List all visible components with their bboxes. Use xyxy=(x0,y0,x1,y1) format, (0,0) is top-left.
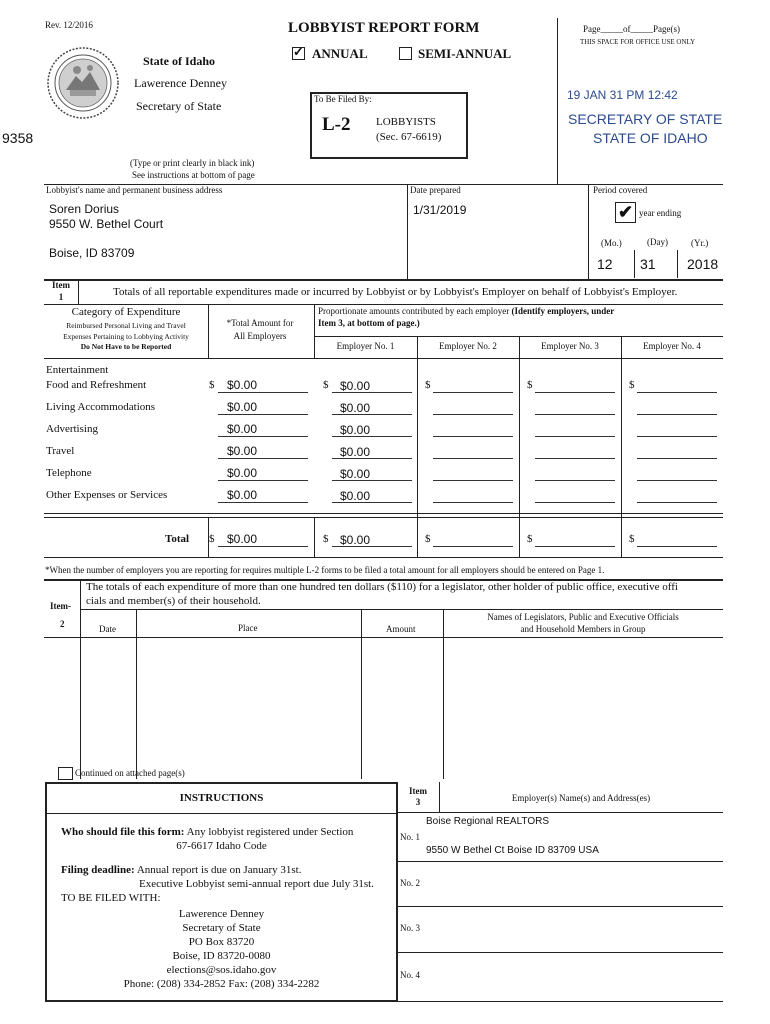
annual-label: ANNUAL xyxy=(312,46,368,61)
month-label: (Mo.) xyxy=(601,238,622,248)
item3-header: Employer(s) Name(s) and Address(es) xyxy=(511,793,651,803)
year-ending-checkbox[interactable] xyxy=(615,202,636,223)
official-name: Lawerence Denney xyxy=(134,76,227,90)
currency-symbol: $ xyxy=(323,379,329,391)
address-line-3: PO Box 83720 xyxy=(188,936,255,948)
form-code: L-2 xyxy=(322,114,351,135)
row-label-living: Living Accommodations xyxy=(46,401,156,413)
expenditure-field-row1-col4[interactable] xyxy=(535,378,615,393)
expenditure-field-row4-col3[interactable] xyxy=(433,444,513,459)
filed-by-label: To Be Filed By: xyxy=(314,94,372,104)
date-prepared-value[interactable]: 1/31/2019 xyxy=(413,203,467,217)
total-emp3-field[interactable] xyxy=(535,532,615,547)
office-use-label: THIS SPACE FOR OFFICE USE ONLY xyxy=(580,38,696,46)
item3-box xyxy=(396,782,723,1002)
item3-label: Item xyxy=(409,786,427,796)
row-total-value: $0.00 xyxy=(227,400,258,414)
employer-no-4-label: No. 4 xyxy=(400,970,420,980)
row-emp1-value: $0.00 xyxy=(340,401,371,415)
lobbyist-address-label: Lobbyist's name and permanent business address xyxy=(46,185,223,195)
year-ending-label: year ending xyxy=(639,208,682,218)
row-label-advertising: Advertising xyxy=(46,423,98,435)
form-title: LOBBYIST REPORT FORM xyxy=(288,20,480,36)
employer-col-1: Employer No. 1 xyxy=(336,341,395,351)
employer-col-4: Employer No. 4 xyxy=(643,341,701,351)
item2-number: 2 xyxy=(60,619,65,629)
currency-symbol: $ xyxy=(209,379,215,391)
expenditure-field-row4-col4[interactable] xyxy=(535,444,615,459)
row-label-telephone: Telephone xyxy=(46,467,92,479)
category-header: Category of Expenditure xyxy=(71,306,181,318)
deadline-label: Filing deadline: xyxy=(61,864,135,876)
email-link[interactable]: elections@sos.idaho.gov xyxy=(166,964,277,976)
currency-symbol: $ xyxy=(425,379,431,391)
period-covered-label: Period covered xyxy=(593,185,648,195)
check-mark-icon: ✔ xyxy=(618,202,634,222)
names-col-1: Names of Legislators, Public and Executive Officials xyxy=(487,612,679,622)
currency-symbol: $ xyxy=(527,379,533,391)
received-stamp-office: SECRETARY OF STATE xyxy=(568,111,723,127)
state-seal-icon xyxy=(46,46,120,120)
place-col: Place xyxy=(238,623,258,633)
row-emp1-value: $0.00 xyxy=(340,489,371,503)
total-header-1: *Total Amount for xyxy=(226,318,294,328)
prop-header-1 xyxy=(318,306,614,316)
lobbyist-city[interactable]: Boise, ID 83709 xyxy=(49,246,135,260)
row-emp1-value: $0.00 xyxy=(340,467,371,481)
who-label: Who should file this form: xyxy=(61,826,185,838)
address-line-1: Lawerence Denney xyxy=(178,908,265,920)
expenditure-field-row6-col5[interactable] xyxy=(637,488,717,503)
prop-header-bold: (Identify employers, under xyxy=(511,306,615,316)
item1-number: 1 xyxy=(58,292,64,302)
annual-checkbox[interactable] xyxy=(292,44,305,60)
category-note-2: Expenses Pertaining to Lobbying Activity xyxy=(63,332,189,341)
employer-col-3: Employer No. 3 xyxy=(541,341,599,351)
row-label-entertainment: Entertainment xyxy=(46,364,109,376)
expenditure-field-row3-col5[interactable] xyxy=(637,422,717,437)
employer-no-3-label: No. 3 xyxy=(400,923,420,933)
category-note-3: Do Not Have to be Reported xyxy=(80,342,172,351)
total-label: Total xyxy=(165,533,190,545)
expenditure-field-row6-col3[interactable] xyxy=(433,488,513,503)
side-document-number: 9358 xyxy=(2,130,34,146)
currency-symbol: $ xyxy=(425,533,431,545)
year-label: (Yr.) xyxy=(691,238,709,248)
who-text-2: 67-6617 Idaho Code xyxy=(176,840,267,852)
currency-symbol: $ xyxy=(527,533,533,545)
item1-label: Item xyxy=(52,280,70,290)
expenditure-field-row5-col4[interactable] xyxy=(535,466,615,481)
form-section: (Sec. 67-6619) xyxy=(376,131,442,143)
prop-header-text: Proportionate amounts contributed by each employer xyxy=(318,306,510,316)
currency-symbol: $ xyxy=(629,533,635,545)
lobbyist-street[interactable]: 9550 W. Bethel Court xyxy=(49,217,164,231)
currency-symbol: $ xyxy=(629,379,635,391)
row-total-value: $0.00 xyxy=(227,466,258,480)
item2-label: Item- xyxy=(50,601,71,611)
instructions-title: INSTRUCTIONS xyxy=(179,792,264,804)
employer-1-name[interactable]: Boise Regional REALTORS xyxy=(426,816,550,827)
row-label-other: Other Expenses or Services xyxy=(46,489,168,501)
item2-text-1: The totals of each expenditure of more than one hundred ten dollars ($110) for a legislator, other holder of public office, executive offi xyxy=(86,581,678,593)
who-should-file xyxy=(61,826,353,838)
page-of-label: Page_____of_____Page(s) xyxy=(583,24,680,34)
office-use-divider xyxy=(557,18,558,184)
official-title: Secretary of State xyxy=(136,99,222,113)
received-stamp-state: STATE OF IDAHO xyxy=(593,130,708,146)
address-line-2: Secretary of State xyxy=(182,922,261,934)
names-col-2: and Household Members in Group xyxy=(520,624,646,634)
instructions-note: See instructions at bottom of page xyxy=(132,170,255,180)
employer-no-2-label: No. 2 xyxy=(400,878,420,888)
item1-footnote: *When the number of employers you are reporting for requires multiple L-2 forms to be filed a total amount for all employers should be entered on Page 1. xyxy=(45,565,605,575)
period-month[interactable]: 12 xyxy=(597,256,613,272)
file-with-label: TO BE FILED WITH: xyxy=(61,892,161,904)
expenditure-field-row2-col4[interactable] xyxy=(535,400,615,415)
who-text: Any lobbyist registered under Section xyxy=(186,826,354,838)
expenditure-field-row2-col5[interactable] xyxy=(637,400,717,415)
currency-symbol: $ xyxy=(323,533,329,545)
deadline xyxy=(61,864,301,876)
row-label-travel: Travel xyxy=(46,445,75,457)
total-emp2-field[interactable] xyxy=(433,532,513,547)
day-label: (Day) xyxy=(647,237,668,247)
item3-number: 3 xyxy=(415,797,421,807)
row-total-value: $0.00 xyxy=(227,488,258,502)
date-col: Date xyxy=(99,624,116,634)
period-year[interactable]: 2018 xyxy=(687,256,719,272)
instructions-box xyxy=(45,782,398,1002)
semiannual-label: SEMI-ANNUAL xyxy=(418,46,512,61)
row-total-value: $0.00 xyxy=(227,444,258,458)
deadline-text-2: Executive Lobbyist semi-annual report due July 31st. xyxy=(139,878,374,890)
row-emp1-value: $0.00 xyxy=(340,445,371,459)
lobbyist-name[interactable]: Soren Dorius xyxy=(49,202,120,216)
row-total-value: $0.00 xyxy=(227,422,258,436)
expenditure-field-row1-col3[interactable] xyxy=(433,378,513,393)
continued-checkbox[interactable] xyxy=(58,767,73,780)
expenditure-field-row3-col3[interactable] xyxy=(433,422,513,437)
total-emp1-value: $0.00 xyxy=(340,533,371,547)
total-header-2: All Employers xyxy=(233,331,287,341)
ink-note: (Type or print clearly in black ink) xyxy=(130,158,255,168)
amount-col: Amount xyxy=(386,624,416,634)
employer-no-1-label: No. 1 xyxy=(400,832,420,842)
expenditure-field-row5-col3[interactable] xyxy=(433,466,513,481)
check-mark-icon: ✓ xyxy=(293,44,304,59)
employer-1-address[interactable]: 9550 W Bethel Ct Boise ID 83709 USA xyxy=(426,845,599,856)
revision-label: Rev. 12/2016 xyxy=(45,20,93,30)
expenditure-field-row5-col5[interactable] xyxy=(637,466,717,481)
expenditure-field-row6-col4[interactable] xyxy=(535,488,615,503)
form-kind: LOBBYISTS xyxy=(376,116,436,128)
category-note-1: Reimbursed Personal Living and Travel xyxy=(66,321,186,330)
expenditure-field-row4-col5[interactable] xyxy=(637,444,717,459)
row-emp1-value: $0.00 xyxy=(340,423,371,437)
item2-text-2: cials and member(s) of their household. xyxy=(86,595,261,607)
received-stamp-date: 19 JAN 31 PM 12:42 xyxy=(567,88,678,102)
state-name: State of Idaho xyxy=(143,54,216,68)
deadline-text: Annual report is due on January 31st. xyxy=(136,864,302,876)
date-prepared-label: Date prepared xyxy=(410,185,461,195)
expenditure-field-row3-col4[interactable] xyxy=(535,422,615,437)
row-emp1-value: $0.00 xyxy=(340,379,371,393)
expenditure-field-row2-col3[interactable] xyxy=(433,400,513,415)
continued-label: Continued on attached page(s) xyxy=(75,768,185,778)
item1-heading: Totals of all reportable expenditures made or incurred by Lobbyist or by Lobbyist's Employer on behalf of Lobbyist's Employer. xyxy=(113,286,678,298)
employer-col-2: Employer No. 2 xyxy=(439,341,497,351)
total-all-value: $0.00 xyxy=(227,532,258,546)
address-line-4: Boise, ID 83720-0080 xyxy=(172,950,271,962)
row-total-value: $0.00 xyxy=(227,378,258,392)
period-day[interactable]: 31 xyxy=(640,256,656,272)
semiannual-checkbox[interactable] xyxy=(399,47,412,60)
row-label-food: Food and Refreshment xyxy=(46,379,147,391)
currency-symbol: $ xyxy=(209,533,215,545)
phone-fax: Phone: (208) 334-2852 Fax: (208) 334-2282 xyxy=(123,978,320,990)
expenditure-field-row1-col5[interactable] xyxy=(637,378,717,393)
filed-by-box xyxy=(310,92,468,159)
total-emp4-field[interactable] xyxy=(637,532,717,547)
prop-header-2: Item 3, at bottom of page.) xyxy=(318,318,420,328)
